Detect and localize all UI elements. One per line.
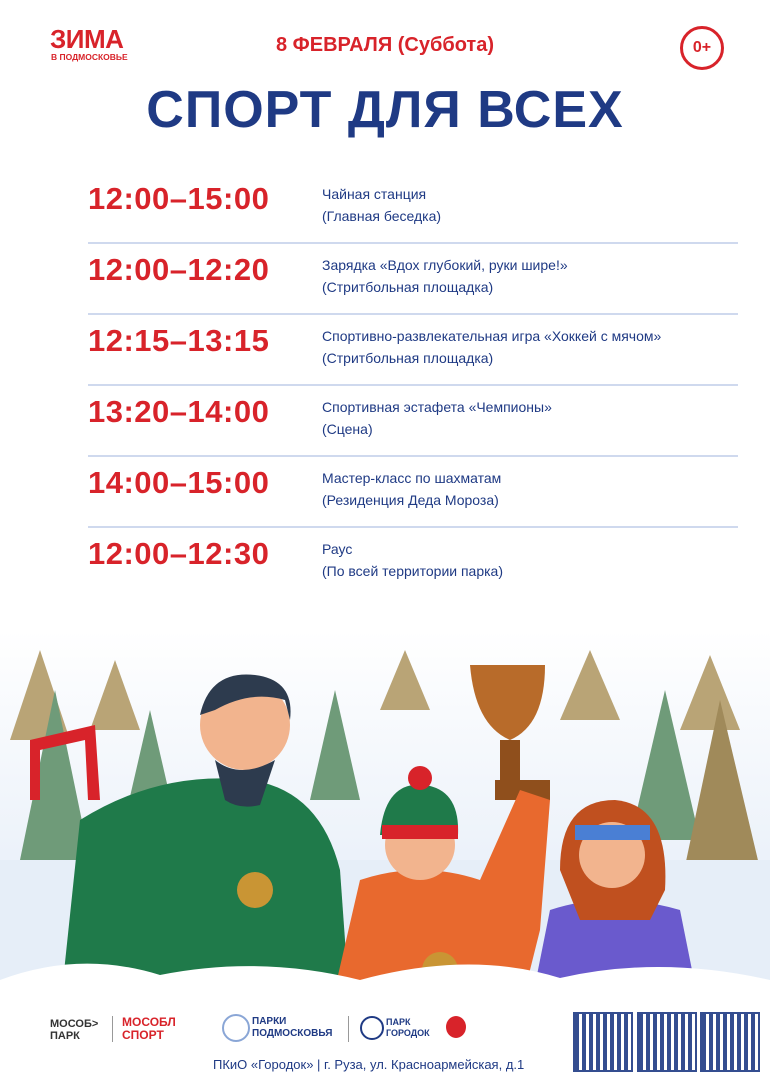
zima-logo: ЗИМА [50,24,124,54]
schedule-place: (По всей территории парка) [322,563,504,579]
mosobpark-logo-line1: МОСОБ> [50,1018,99,1030]
mosoblsport-logo: МОСОБЛ СПОРТ [122,1015,176,1042]
gorodok-logo-line1: ПАРК [386,1017,411,1027]
winter-sports-illustration [0,630,770,1010]
schedule-time: 14:00–15:00 [88,465,270,500]
schedule-event: Раус [322,541,353,557]
coat-of-arms-icon [446,1016,466,1038]
page-title: СПОРТ ДЛЯ ВСЕХ [146,81,624,139]
schedule-event: Зарядка «Вдох глубокий, руки шире!» [322,257,568,273]
schedule-row [88,528,738,597]
schedule-row [88,386,738,457]
schedule-event: Спортивная эстафета «Чемпионы» [322,399,552,415]
qr-code-3[interactable] [700,1012,760,1072]
parks-emblem-icon [222,1014,250,1042]
schedule-row [88,457,738,528]
schedule-time: 12:00–12:20 [88,252,270,287]
park-gorodok-icon [360,1016,384,1040]
schedule-row [88,315,738,386]
gorodok-logo-line2: ГОРОДОК [386,1028,430,1038]
zima-logo-subtitle: В ПОДМОСКОВЬЕ [51,52,128,62]
schedule-place: (Резиденция Деда Мороза) [322,492,499,508]
schedule-place: (Стритбольная площадка) [322,350,494,366]
event-date: 8 ФЕВРАЛЯ (Суббота) [276,34,494,56]
qr-code-2[interactable] [637,1012,697,1072]
parks-logo-line1: ПАРКИ [252,1016,287,1027]
schedule-place: (Главная беседка) [322,208,442,224]
schedule-list [88,173,738,597]
schedule-time: 12:00–12:30 [88,536,270,571]
schedule-time: 12:00–15:00 [88,181,270,216]
schedule-time: 12:15–13:15 [88,323,270,358]
venue-address: ПКиО «Городок» | г. Руза, ул. Красноармейская, д.1 [213,1057,525,1072]
schedule-place: (Стритбольная площадка) [322,279,494,295]
parks-logo-line2: ПОДМОСКОВЬЯ [252,1028,333,1039]
schedule-event: Мастер-класс по шахматам [322,470,502,486]
qr-code-1[interactable] [573,1012,633,1072]
schedule-row [88,173,738,244]
schedule-row [88,244,738,315]
schedule-event: Спортивно-развлекательная игра «Хоккей с мячом» [322,328,662,344]
schedule-place: (Сцена) [322,421,373,437]
age-rating-badge: 0+ [680,26,724,70]
mosobpark-logo-line2: ПАРК [50,1030,80,1042]
schedule-event: Чайная станция [322,186,427,202]
schedule-time: 13:20–14:00 [88,394,270,429]
